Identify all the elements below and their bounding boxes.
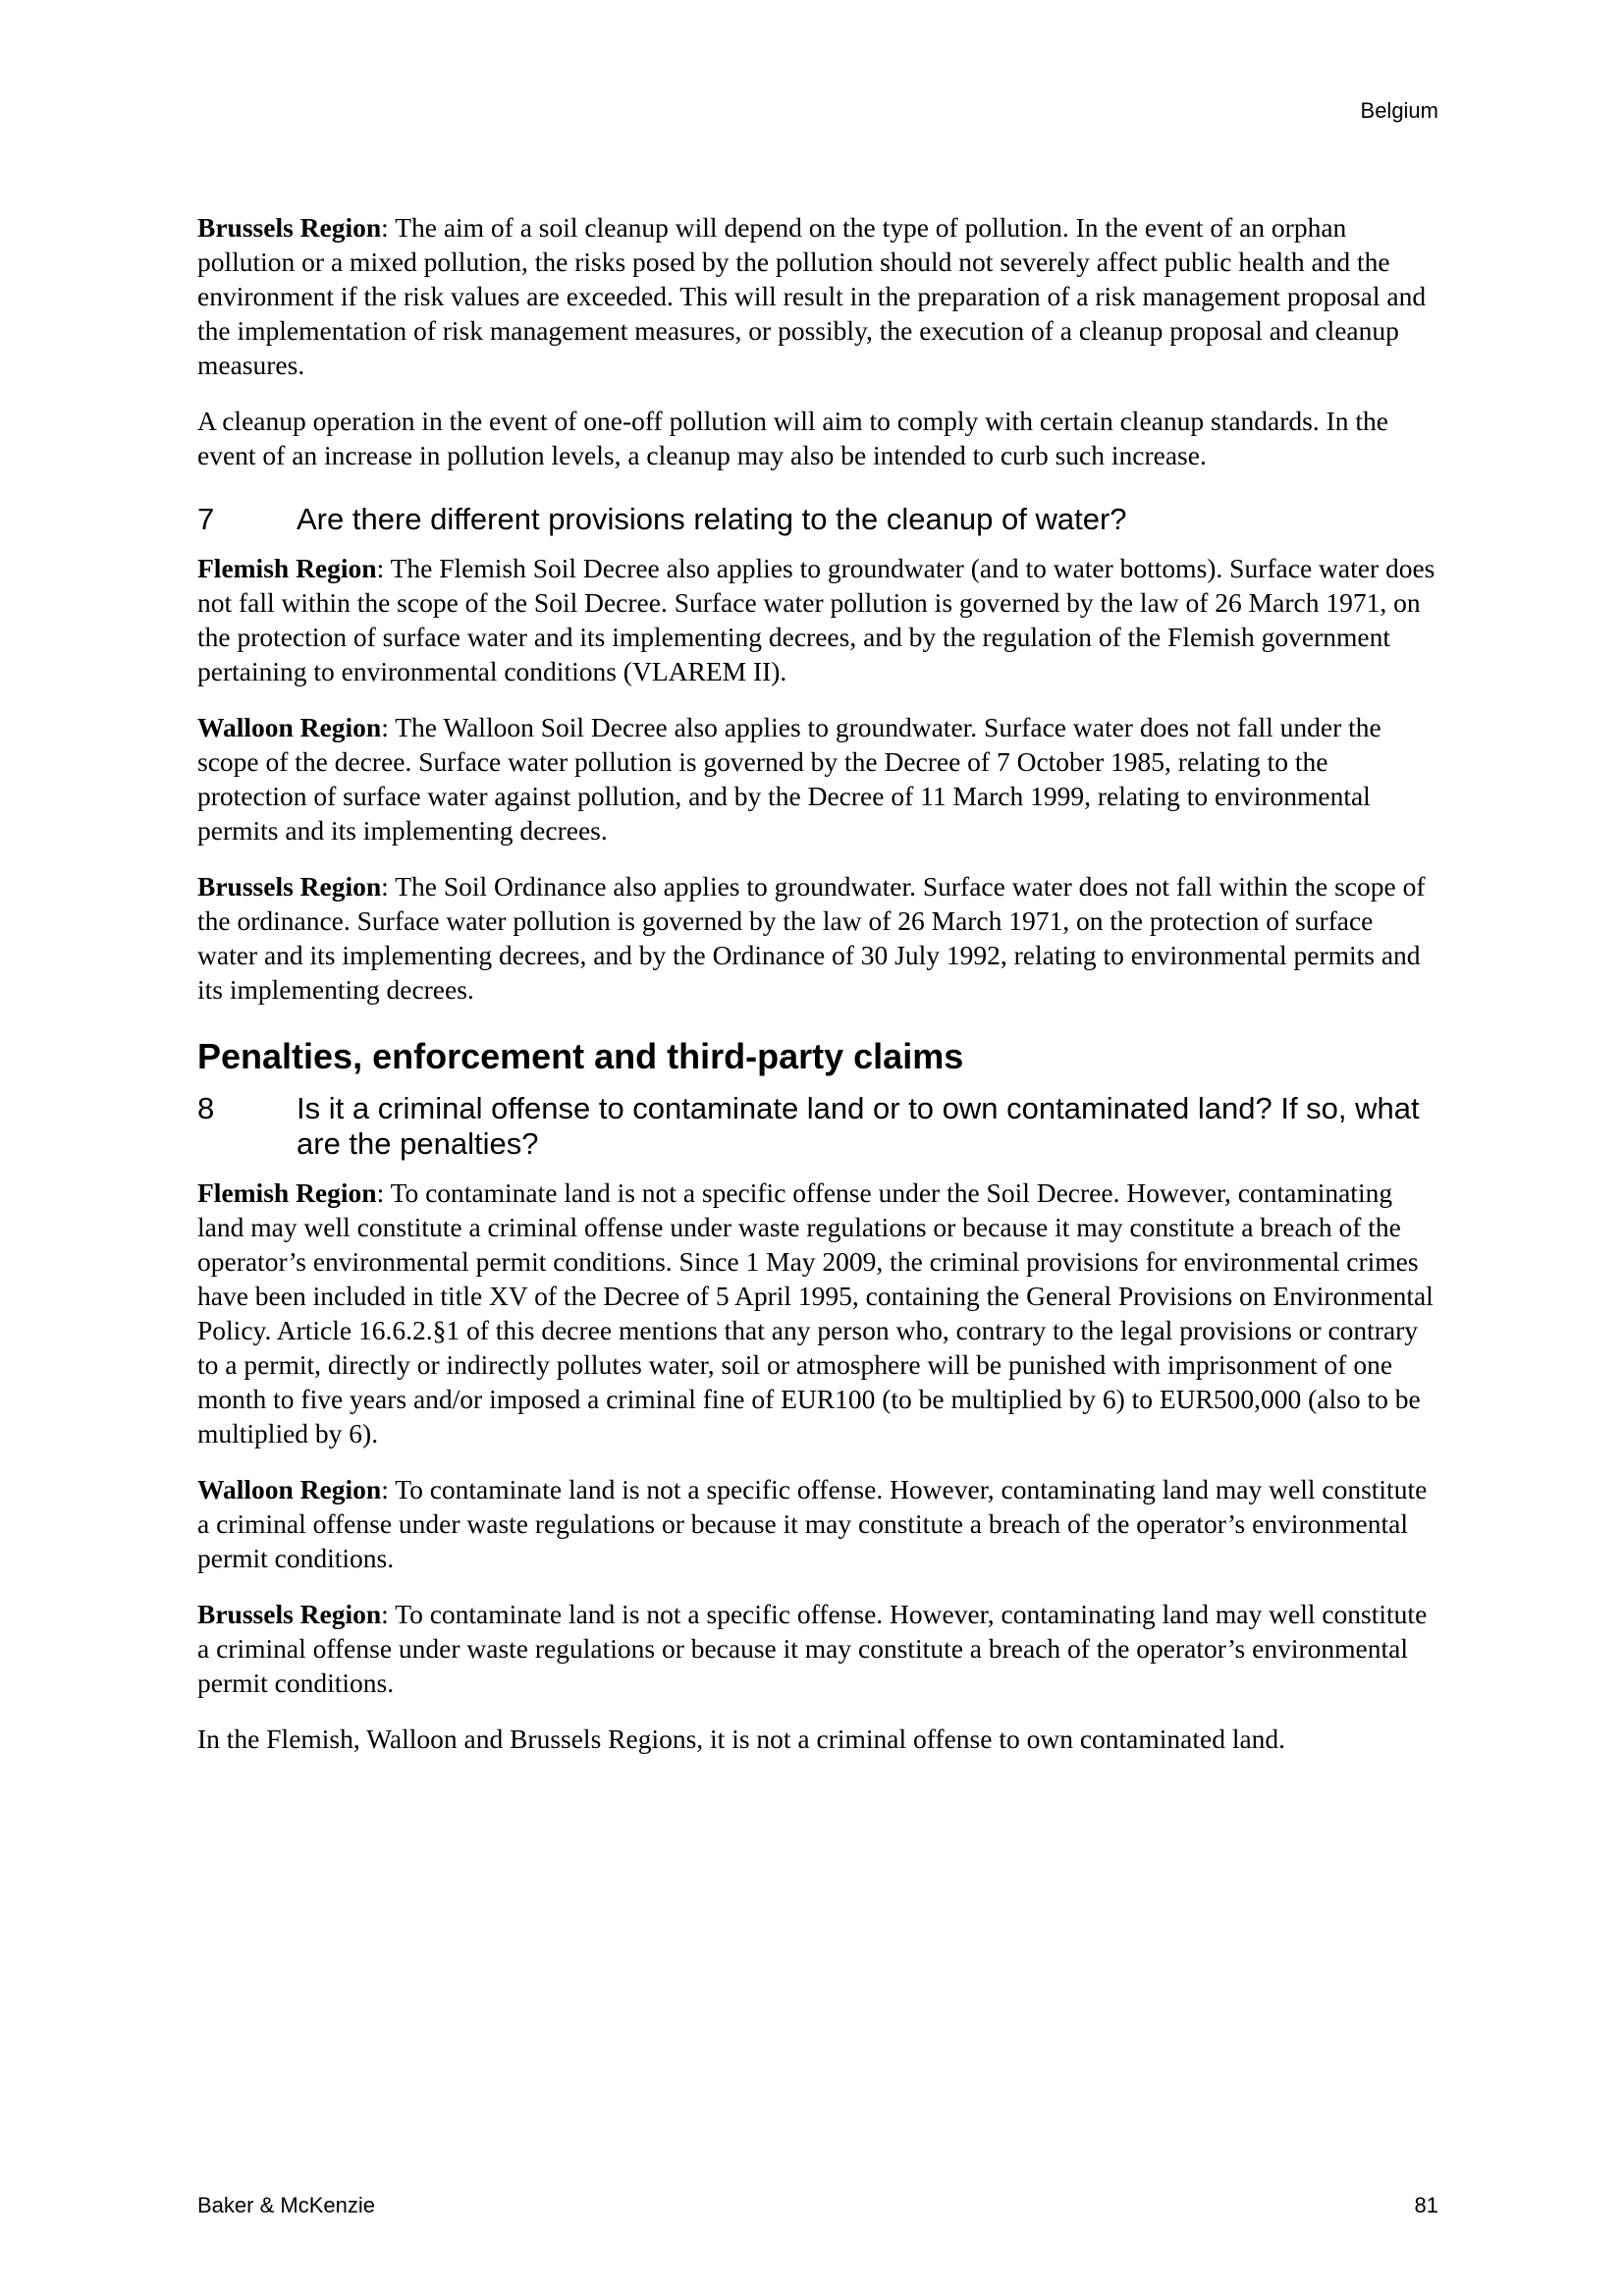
question-heading-8 [197, 1091, 1439, 1162]
region-label: Flemish Region [197, 1177, 377, 1208]
region-label: Brussels Region [197, 871, 382, 902]
paragraph-text: : The Soil Ordinance also applies to groundwater. Surface water does not fall within the scope of the ordinance. Surface water pollution is governed by the law of 26 March 1971, on the protection of surface water and its implementing decrees, and by the Ordinance of 30 July 1992, relating to environmental permits and its implementing decrees. [197, 871, 1426, 1005]
region-label: Walloon Region [197, 712, 382, 742]
paragraph-text: : To contaminate land is not a specific offense under the Soil Decree. However, contaminating land may well constitute a criminal offense under waste regulations or because it may constitute a breach of the operator’s environmental permit conditions. Since 1 May 2009, the criminal provisions for environmental crimes have been included in title XV of the Decree of 5 April 1995, containing the General Provisions on Environmental Policy. Article 16.6.2.§1 of this decree mentions that any person who, contrary to the legal provisions or contrary to a permit, directly or indirectly pollutes water, soil or atmosphere will be punished with imprisonment of one month to five years and/or imposed a criminal fine of EUR100 (to be multiplied by 6) to EUR500,000 (also to be multiplied by 6). [197, 1177, 1434, 1449]
question-text: Is it a criminal offense to contaminate land or to own contaminated land? If so, what are the penalties? [297, 1091, 1420, 1161]
page-footer [197, 2193, 1438, 2218]
paragraph-flemish-water [197, 551, 1439, 688]
paragraph-walloon-water [197, 710, 1439, 847]
paragraph-text: : The Walloon Soil Decree also applies to groundwater. Surface water does not fall under the scope of the decree. Surface water pollution is governed by the Decree of 7 October 1985, relating to the protection of surface water against pollution, and by the Decree of 11 March 1999, relating to environmental permits and its implementing decrees. [197, 712, 1381, 846]
region-label: Walloon Region [197, 1474, 382, 1504]
region-label: Brussels Region [197, 1599, 382, 1629]
footer-publisher: Baker & McKenzie [197, 2193, 375, 2217]
paragraph-text: : To contaminate land is not a specific offense. However, contaminating land may well constitute a criminal offense under waste regulations or because it may constitute a breach of the operator’s environmental permit conditions. [197, 1474, 1428, 1573]
paragraph-flemish-penalties [197, 1175, 1439, 1450]
paragraph-text: : The Flemish Soil Decree also applies to groundwater (and to water bottoms). Surface water does not fall within the scope of the Soil Decree. Surface water pollution is governed by the law of 26 March 1971, on the protection of surface water and its implementing decrees, and by the regulation of the Flemish government pertaining to environmental conditions (VLAREM II). [197, 553, 1435, 686]
running-header: Belgium [1360, 98, 1438, 123]
question-number: 7 [197, 502, 215, 536]
region-label: Brussels Region [197, 212, 382, 243]
paragraph-brussels-penalties [197, 1597, 1439, 1700]
region-label: Flemish Region [197, 553, 377, 583]
paragraph-walloon-penalties [197, 1472, 1439, 1575]
paragraph-text: A cleanup operation in the event of one-off pollution will aim to comply with certain cleanup standards. In the event of an increase in pollution levels, a cleanup may also be intended to curb such increase. [197, 406, 1388, 470]
paragraph-text: : To contaminate land is not a specific offense. However, contaminating land may well constitute a criminal offense under waste regulations or because it may constitute a breach of the operator’s environmental permit conditions. [197, 1599, 1428, 1698]
section-title: Penalties, enforcement and third-party claims [197, 1036, 964, 1076]
page-content [197, 210, 1439, 1777]
paragraph-brussels-cleanup-aim [197, 210, 1439, 382]
paragraph-one-off-pollution [197, 404, 1439, 472]
question-heading-7 [197, 502, 1439, 537]
paragraph-ownership-conclusion [197, 1722, 1439, 1756]
paragraph-text: : The aim of a soil cleanup will depend on the type of pollution. In the event of an orphan pollution or a mixed pollution, the risks posed by the pollution should not severely affect public health and the environment if the risk values are exceeded. This will result in the preparation of a risk management proposal and the implementation of risk management measures, or possibly, the execution of a cleanup proposal and cleanup measures. [197, 212, 1427, 380]
question-number: 8 [197, 1091, 215, 1125]
paragraph-brussels-water [197, 869, 1439, 1007]
question-text: Are there different provisions relating to the cleanup of water? [297, 502, 1127, 536]
footer-page-number: 81 [1414, 2193, 1438, 2217]
paragraph-text: In the Flemish, Walloon and Brussels Regions, it is not a criminal offense to own contaminated land. [197, 1723, 1286, 1754]
